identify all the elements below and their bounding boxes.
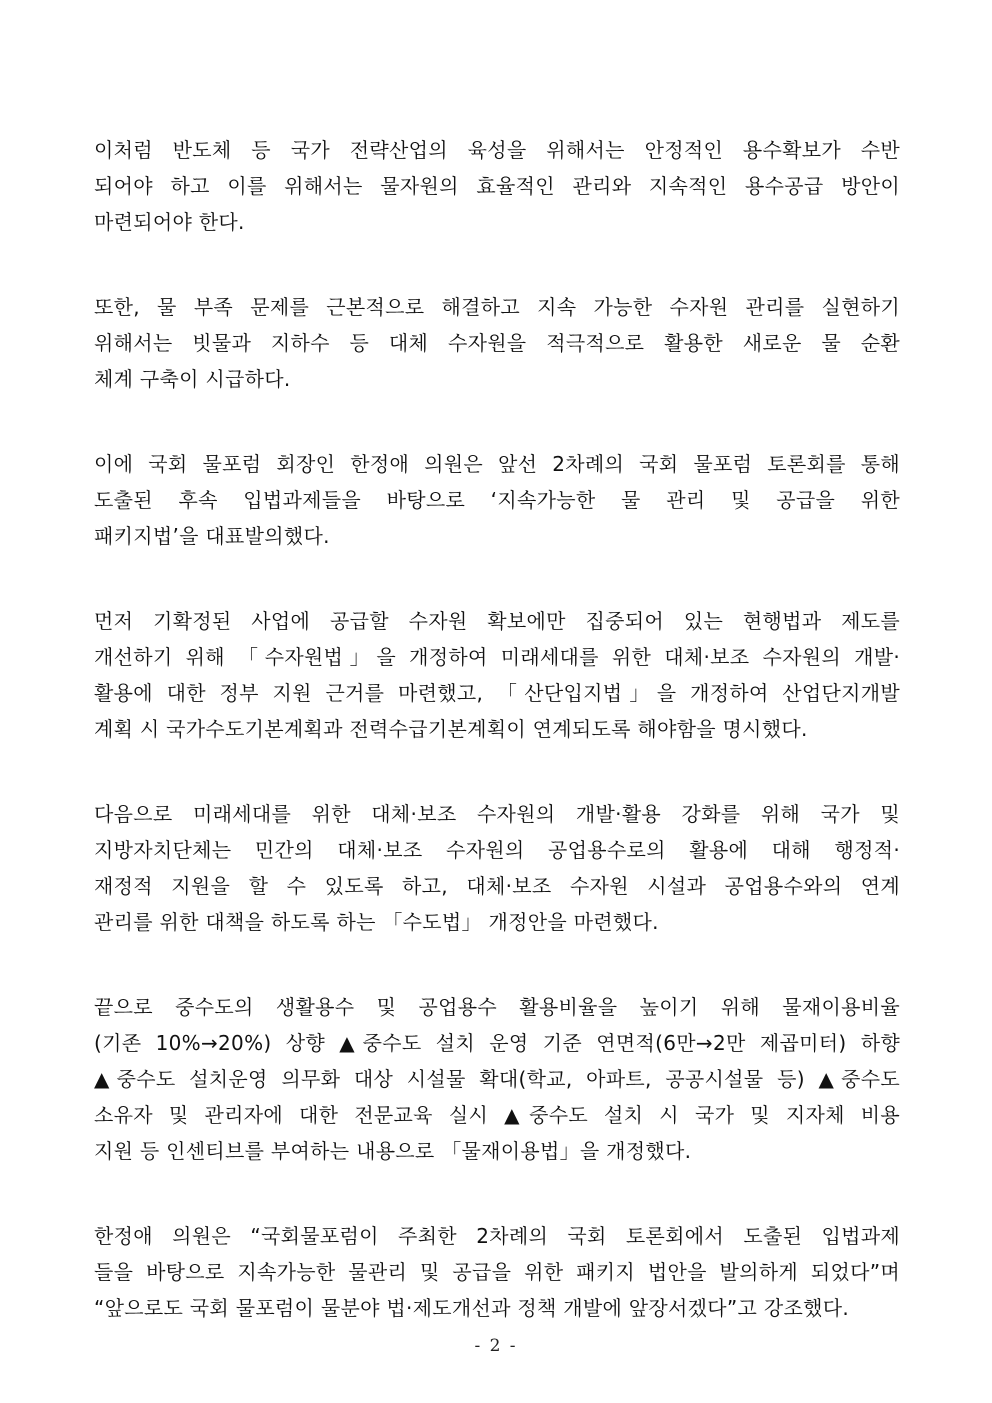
paragraph-water-cycle [94,289,900,397]
text-line: 또한, 물 부족 문제를 근본적으로 해결하고 지속 가능한 수자원 관리를 실현하기 [94,295,900,319]
paragraph-semiconductor-water [94,132,900,240]
text-line: 계획 시 국가수도기본계획과 전력수급기본계획이 연계되도록 해야함을 명시했다. [94,717,808,741]
paragraph-water-resources-act [94,603,900,747]
text-line: 이처럼 반도체 등 국가 전략산업의 육성을 위해서는 안정적인 용수확보가 수반 [94,138,900,162]
document-body [94,132,900,1375]
text-line: 이에 국회 물포럼 회장인 한정애 의원은 앞선 2차례의 국회 물포럼 토론회를 통해 [94,452,900,476]
paragraph-package-bill [94,446,900,554]
text-line: “앞으로도 국회 물포럼이 물분야 법·제도개선과 정책 개발에 앞장서겠다”고 강조했다. [94,1296,849,1320]
text-line: 위해서는 빗물과 지하수 등 대체 수자원을 적극적으로 활용한 새로운 물 순환 [94,331,900,355]
text-line: 먼저 기확정된 사업에 공급할 수자원 확보에만 집중되어 있는 현행법과 제도를 [94,609,900,633]
text-line: 다음으로 미래세대를 위한 대체·보조 수자원의 개발·활용 강화를 위해 국가 및 [94,802,900,826]
paragraph-waterworks-act [94,796,900,940]
text-line: 마련되어야 한다. [94,210,245,234]
paragraph-quote [94,1218,900,1326]
text-line: 패키지법’을 대표발의했다. [94,524,330,548]
text-line: 들을 바탕으로 지속가능한 물관리 및 공급을 위한 패키지 법안을 발의하게 되었다”며 [94,1260,900,1284]
text-line: (기존 10%→20%) 상향 ▲중수도 설치 운영 기준 연면적(6만→2만 제곱미터) 하향 [94,1031,900,1055]
text-line: 지원 등 인센티브를 부여하는 내용으로 「물재이용법」을 개정했다. [94,1139,692,1163]
text-line: 도출된 후속 입법과제들을 바탕으로 ‘지속가능한 물 관리 및 공급을 위한 [94,488,900,512]
page-number: - 2 - [474,1336,518,1356]
text-line: 한정애 의원은 “국회물포럼이 주최한 2차례의 국회 토론회에서 도출된 입법과제 [94,1224,900,1248]
text-line: 개선하기 위해 「수자원법」을 개정하여 미래세대를 위한 대체·보조 수자원의 개발· [94,645,900,669]
text-line: ▲중수도 설치운영 의무화 대상 시설물 확대(학교, 아파트, 공공시설물 등) ▲중수도 [94,1067,900,1091]
text-line: 되어야 하고 이를 위해서는 물자원의 효율적인 관리와 지속적인 용수공급 방안이 [94,174,900,198]
text-line: 지방자치단체는 민간의 대체·보조 수자원의 공업용수로의 활용에 대해 행정적· [94,838,900,862]
text-line: 끝으로 중수도의 생활용수 및 공업용수 활용비율을 높이기 위해 물재이용비율 [94,995,900,1019]
text-line: 체계 구축이 시급하다. [94,367,291,391]
text-line: 소유자 및 관리자에 대한 전문교육 실시 ▲중수도 설치 시 국가 및 지자체 비용 [94,1103,900,1127]
paragraph-water-reuse-act [94,989,900,1169]
text-line: 관리를 위한 대책을 하도록 하는 「수도법」 개정안을 마련했다. [94,910,659,934]
text-line: 재정적 지원을 할 수 있도록 하고, 대체·보조 수자원 시설과 공업용수와의 연계 [94,874,900,898]
text-line: 활용에 대한 정부 지원 근거를 마련했고, 「산단입지법」을 개정하여 산업단지개발 [94,681,900,705]
